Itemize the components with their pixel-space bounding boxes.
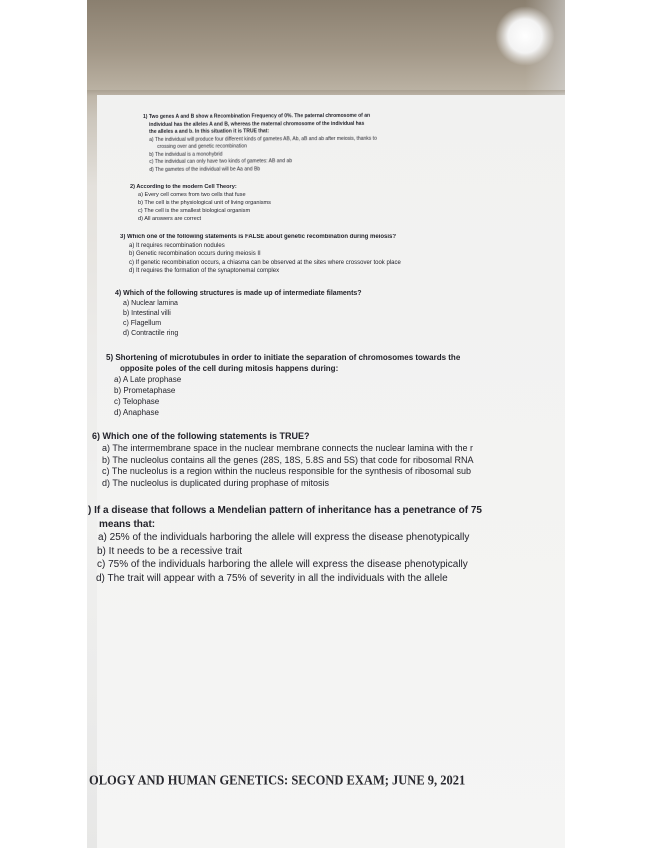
question-4-stem: 4) Which of the following structures is made up of intermediate filaments? [115,290,362,297]
question-4-option: c) Flagellum [123,320,162,327]
question-4-option: b) Intestinal villi [123,310,171,317]
question-6-stem: 6) Which one of the following statements is TRUE? [92,431,310,441]
question-3-option: d) It requires the formation of the synaptonemal complex [129,268,280,274]
question-4 [115,289,362,339]
question-2-option: b) The cell is the physiological unit of living organisms [138,200,271,206]
question-1-option: c) The individual can only have two kinds of gametes: AB and ab [149,158,293,165]
question-2-option: a) Every cell comes from two cells that fuse [138,192,246,198]
question-6-option: d) The nucleolus is duplicated during prophase of mitosis [102,478,329,489]
question-7-option: c) 75% of the individuals harboring the allele will express the disease phenotypically [97,559,468,570]
question-1-option: b) The individual is a monohybrid [149,151,223,158]
question-5-stem-line: opposite poles of the cell during mitosis happens during: [120,364,339,373]
question-1-option: a) The individual will produce four different kinds of gametes AB, Ab, aB and ab after meiosis, thanks to [149,135,377,143]
question-7-option: a) 25% of the individuals harboring the allele will express the disease phenotypically [98,532,470,543]
question-5 [106,352,460,418]
question-7 [88,504,482,585]
question-4-option: a) Nuclear lamina [123,300,178,307]
question-6-option: b) The nucleolus contains all the genes (28S, 18S, 5.8S and 5S) that code for ribosomal RNA [102,454,474,465]
question-6 [92,431,474,490]
question-1-option: d) The gametes of the individual will be Aa and Bb [149,165,261,173]
question-1-stem-line: individual has the alleles A and B, whereas the maternal chromosome of the individual has [149,120,365,128]
question-2-option: c) The cell is the smallest biological organism [138,208,251,214]
question-3-stem: 3) Which one of the following statements is FALSE about genetic recombination during meiosis? [120,234,397,240]
question-6-option: a) The intermembrane space in the nuclear membrane connects the nuclear lamina with the r [102,442,474,453]
question-5-option: d) Anaphase [114,408,159,417]
question-5-option: c) Telophase [114,397,160,406]
question-7-option: d) The trait will appear with a 75% of severity in all the individuals with the allele [96,572,448,584]
question-6-option: c) The nucleolus is a region within the nucleus responsible for the synthesis of ribosomal sub [102,466,472,477]
question-7-stem-line: means that: [99,518,156,530]
question-1-stem-line: the alleles a and b. In this situation it is TRUE that: [149,128,270,135]
question-2-stem: 2) According to the modern Cell Theory: [130,184,237,190]
question-3 [120,233,401,276]
exam-footer: OLOGY AND HUMAN GENETICS: SECOND EXAM; JUNE 9, 2021 [89,772,466,788]
question-1-stem-line: 1) Two genes A and B show a Recombination Frequency of 0%. The paternal chromosome of an [143,112,371,120]
question-2-option: d) All answers are correct [138,216,202,222]
light-glare [495,6,555,66]
question-7-stem-line: ) If a disease that follows a Mendelian pattern of inheritance has a penetrance of 75 [88,505,482,516]
question-2 [130,183,271,223]
question-1 [143,113,377,174]
question-3-option: a) It requires recombination nodules [129,242,225,249]
question-7-option: b) It needs to be a recessive trait [97,545,243,557]
question-3-option: c) If genetic recombination occurs, a chiasma can be observed at the sites where crossover took place [129,259,401,266]
question-3-option: b) Genetic recombination occurs during meiosis II [129,251,261,257]
question-5-stem-line: 5) Shortening of microtubules in order to initiate the separation of chromosomes towards the [106,353,461,362]
question-5-option: b) Prometaphase [114,386,176,395]
question-1-option: crossing over and genetic recombination [157,143,247,150]
question-5-option: a) A Late prophase [114,375,182,384]
question-4-option: d) Contractile ring [123,330,179,337]
